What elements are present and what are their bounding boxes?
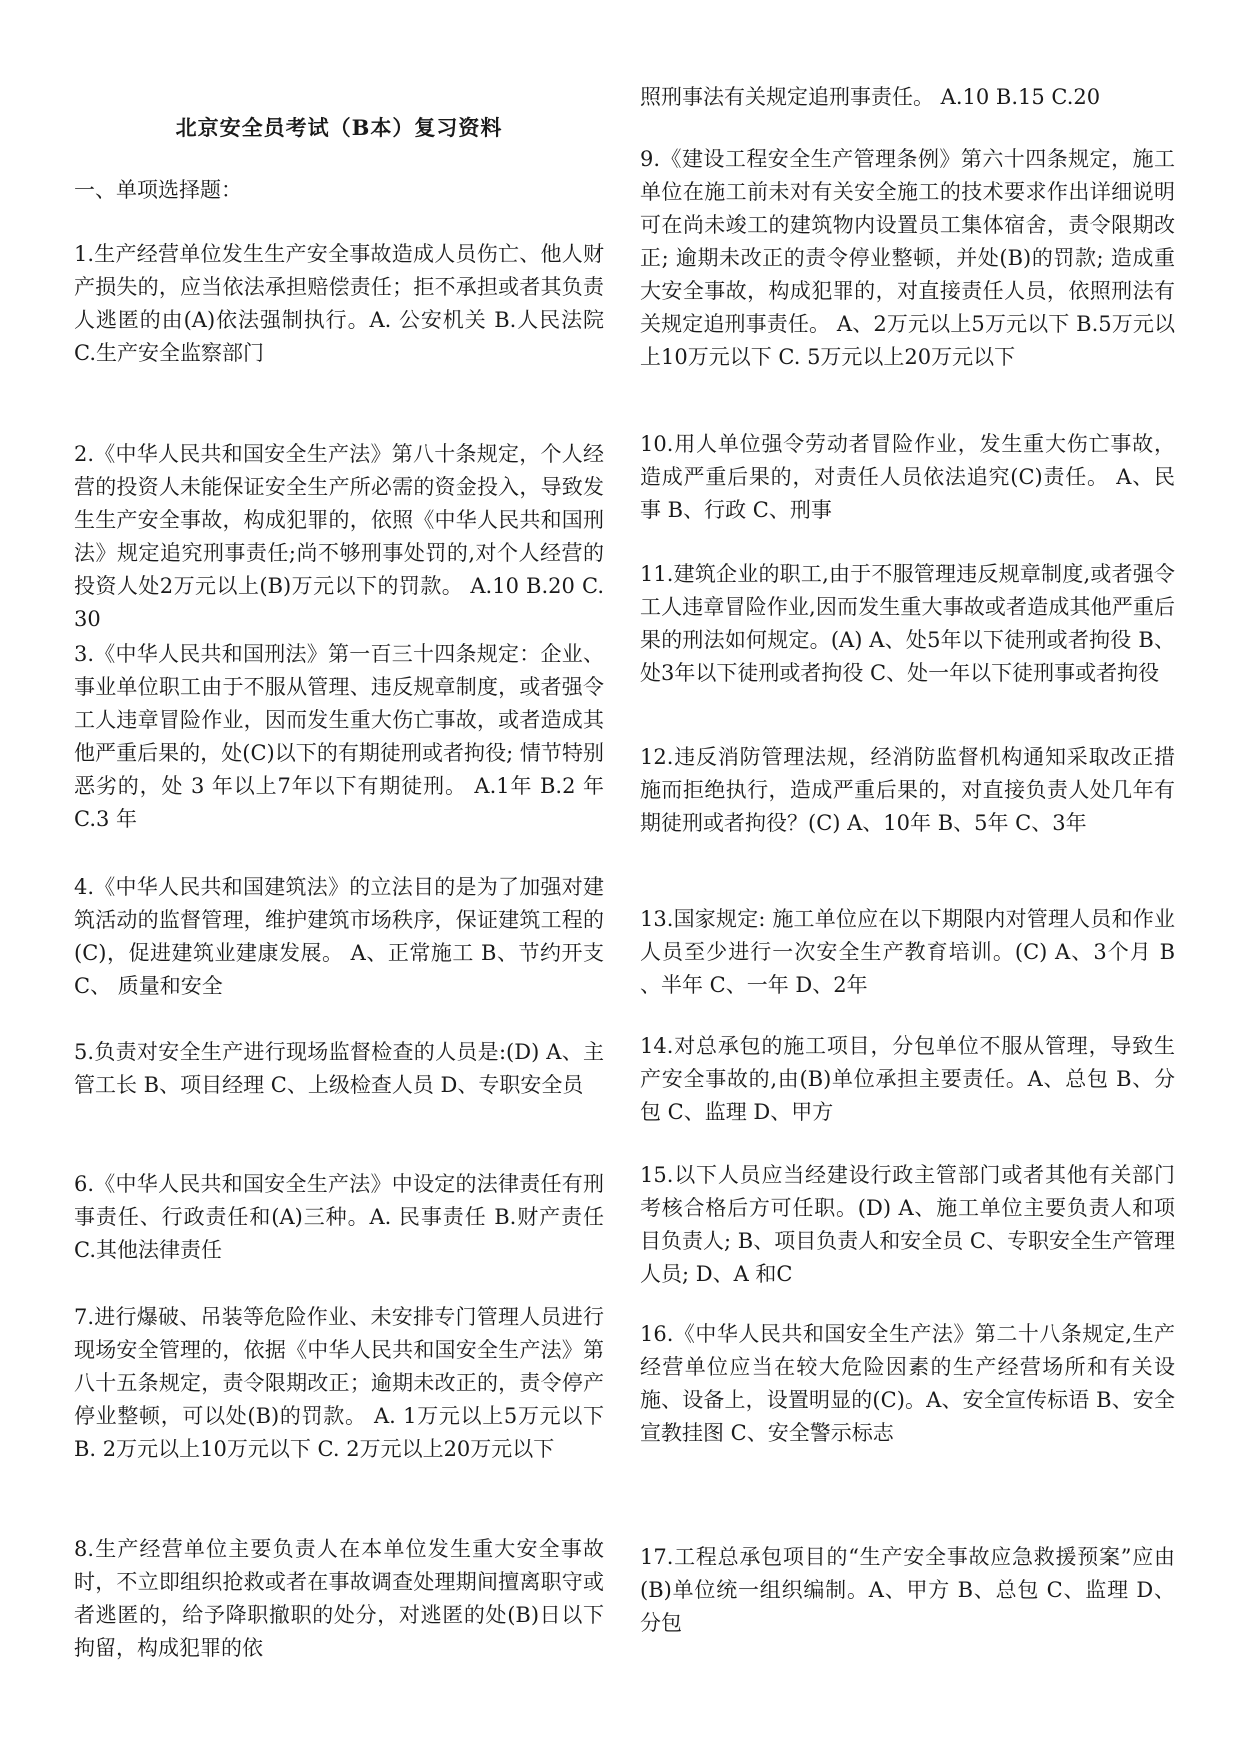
question-9: 9.《建设工程安全生产管理条例》第六十四条规定，施工单位在施工前未对有关安全施工的技术要求作出详细说明可在尚未竣工的建筑物内设置员工集体宿舍，责令限期改正; 逾期未改正的责令停业整顿，并处(B)的罚款; 造成重大安全事故，构成犯罪的，对直接责任人员，依照刑法有关规定追刑事责任。 A、2万元以上5万元以下 B.5万元以上10万元以下 C. 5万元以上20万元以下 — [640, 147, 1175, 369]
question-16: 16.《中华人民共和国安全生产法》第二十八条规定,生产经营单位应当在较大危险因素的生产经营场所和有关设施、设备上，设置明显的(C)。A、安全宣传标语 B、安全宣教挂图 C、安全警示标志 — [640, 1322, 1175, 1445]
question-7: 7.进行爆破、吊装等危险作业、未安排专门管理人员进行现场安全管理的，依据《中华人民共和国安全生产法》第八十五条规定，责令限期改正；逾期未改正的，责令停产停业整顿，可以处(B)的罚款。 A. 1万元以上5万元以下 B. 2万元以上10万元以下 C. 2万元以上20万元以下 — [74, 1305, 604, 1461]
question-2: 2.《中华人民共和国安全生产法》第八十条规定，个人经营的投资人未能保证安全生产所必需的资金投入，导致发生生产安全事故，构成犯罪的，依照《中华人民共和国刑法》规定追究刑事责任;尚不够刑事处罚的,对个人经营的投资人处2万元以上(B)万元以下的罚款。 A.10 B.20 C.30 — [74, 442, 604, 631]
question-3: 3.《中华人民共和国刑法》第一百三十四条规定：企业、事业单位职工由于不服从管理、违反规章制度，或者强令工人违章冒险作业，因而发生重大伤亡事故，或者造成其他严重后果的，处(C)以下的有期徒刑或者拘役; 情节特别恶劣的，处 3 年以上7年以下有期徒刑。 A.1年 B.2 年 C.3 年 — [74, 642, 604, 831]
question-17: 17.工程总承包项目的“生产安全事故应急救援预案”应由(B)单位统一组织编制。A、甲方 B、总包 C、监理 D、分包 — [640, 1545, 1175, 1635]
question-1: 1.生产经营单位发生生产安全事故造成人员伤亡、他人财产损失的，应当依法承担赔偿责任；拒不承担或者其负责人逃匿的由(A)依法强制执行。A. 公安机关 B.人民法院 C.生产安全监察部门 — [74, 242, 604, 365]
section-heading: 一、单项选择题： — [74, 178, 242, 202]
question-12: 12.违反消防管理法规，经消防监督机构通知采取改正措施而拒绝执行，造成严重后果的，对直接负责人处几年有期徒刑或者拘役？(C) A、10年 B、5年 C、3年 — [640, 745, 1175, 835]
question-11: 11.建筑企业的职工,由于不服管理违反规章制度,或者强令工人违章冒险作业,因而发生重大事故或者造成其他严重后果的刑法如何规定。(A) A、处5年以下徒刑或者拘役 B、处3年以下徒刑或者拘役 C、处一年以下徒刑事或者拘役 — [640, 562, 1175, 685]
question-10: 10.用人单位强令劳动者冒险作业，发生重大伤亡事故，造成严重后果的，对责任人员依法追究(C)责任。 A、民事 B、行政 C、刑事 — [640, 432, 1175, 522]
question-6: 6.《中华人民共和国安全生产法》中设定的法律责任有刑事责任、行政责任和(A)三种。A. 民事责任 B.财产责任 C.其他法律责任 — [74, 1172, 604, 1262]
question-13: 13.国家规定: 施工单位应在以下期限内对管理人员和作业人员至少进行一次安全生产教育培训。(C) A、3个月 B 、半年 C、一年 D、2年 — [640, 907, 1175, 997]
question-4: 4.《中华人民共和国建筑法》的立法目的是为了加强对建筑活动的监督管理，维护建筑市场秩序，保证建筑工程的(C)，促进建筑业建康发展。 A、正常施工 B、节约开支 C、 质量和安全 — [74, 875, 604, 998]
question-14: 14.对总承包的施工项目，分包单位不服从管理，导致生产安全事故的,由(B)单位承担主要责任。A、总包 B、分包 C、监理 D、甲方 — [640, 1034, 1175, 1124]
question-5: 5.负责对安全生产进行现场监督检查的人员是:(D) A、主管工长 B、项目经理 C、上级检查人员 D、专职安全员 — [74, 1040, 604, 1097]
document-title: 北京安全员考试（B本）复习资料 — [175, 115, 503, 140]
question-8-continued: 照刑事法有关规定追刑事责任。 A.10 B.15 C.20 — [640, 85, 1101, 109]
question-8: 8.生产经营单位主要负责人在本单位发生重大安全事故时，不立即组织抢救或者在事故调查处理期间擅离职守或者逃匿的，给予降职撤职的处分，对逃匿的处(B)日以下拘留，构成犯罪的依 — [74, 1537, 604, 1660]
question-15: 15.以下人员应当经建设行政主管部门或者其他有关部门考核合格后方可任职。(D) A、施工单位主要负责人和项目负责人; B、项目负责人和安全员 C、专职安全生产管理人员; D、A 和C — [640, 1163, 1175, 1286]
